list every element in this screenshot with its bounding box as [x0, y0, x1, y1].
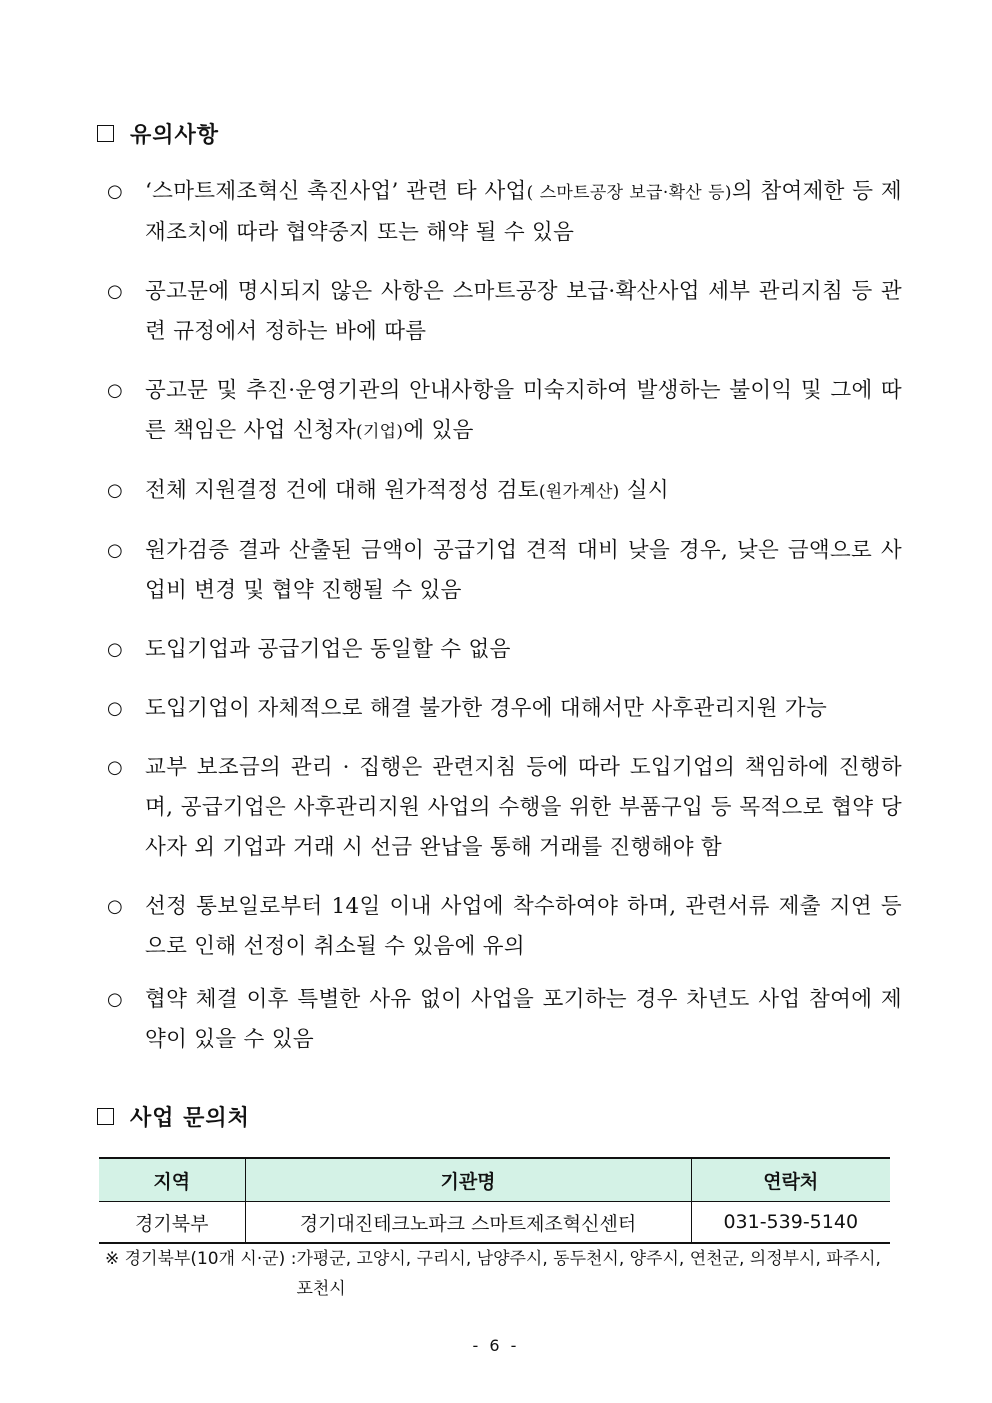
bullet-circle-icon: ○ [107, 480, 123, 501]
section-title: 유의사항 [130, 123, 220, 148]
bullet-circle-icon: ○ [107, 540, 123, 561]
bullet-circle-icon: ○ [107, 989, 123, 1010]
list-item [107, 980, 902, 1060]
list-item-text: 공고문 및 추진·운영기관의 안내사항을 미숙지하여 발생하는 불이익 및 그에 따른 책임은 사업 신청자(기업)에 있음 [145, 378, 902, 443]
list-item-text: 전체 지원결정 건에 대해 원가적정성 검토(원가계산) 실시 [145, 478, 669, 503]
list-item [107, 531, 902, 611]
footnote [105, 1244, 900, 1304]
list-item-text: 협약 체결 이후 특별한 사유 없이 사업을 포기하는 경우 차년도 사업 참여에 제약이 있을 수 있음 [145, 987, 902, 1052]
list-item-text: 교부 보조금의 관리 · 집행은 관련지침 등에 따라 도입기업의 책임하에 진행하며, 공급기업은 사후관리지원 사업의 수행을 위한 부품구입 등 목적으로 협약 당사자 외 기업과 거래 시 선금 완납을 통해 거래를 진행해야 함 [145, 755, 902, 860]
list-item-text: 원가검증 결과 산출된 금액이 공급기업 견적 대비 낮을 경우, 낮은 금액으로 사업비 변경 및 협약 진행될 수 있음 [145, 538, 902, 603]
list-item-text: 선정 통보일로부터 14일 이내 사업에 착수하여야 하며, 관련서류 제출 지연 등으로 인해 선정이 취소될 수 있음에 유의 [145, 894, 902, 959]
list-item [107, 748, 902, 868]
list-item-text: ‘스마트제조혁신 촉진사업’ 관련 타 사업( 스마트공장 보급·확산 등)의 참여제한 등 제재조치에 따라 협약중지 또는 해약 될 수 있음 [145, 179, 902, 245]
bullet-circle-icon: ○ [107, 380, 123, 401]
list-item-text: 공고문에 명시되지 않은 사항은 스마트공장 보급·확산사업 세부 관리지침 등 관련 규정에서 정하는 바에 따름 [145, 279, 902, 344]
column-header-organization: 기관명 [245, 1158, 691, 1202]
list-item-text: 도입기업과 공급기업은 동일할 수 없음 [145, 637, 511, 662]
list-item [107, 630, 902, 670]
section-heading-contact [97, 1101, 250, 1132]
list-item-text: 도입기업이 자체적으로 해결 불가한 경우에 대해서만 사후관리지원 가능 [145, 696, 828, 721]
contact-table [99, 1157, 890, 1244]
list-item [107, 471, 902, 512]
bullet-circle-icon: ○ [107, 639, 123, 660]
notes-list [107, 172, 902, 1060]
cell-phone: 031-539-5140 [691, 1202, 890, 1244]
checkbox-icon [97, 1108, 114, 1125]
footnote-text: 가평군, 고양시, 구리시, 남양주시, 동두천시, 양주시, 연천군, 의정부시, 파주시, 포천시 [296, 1249, 881, 1299]
footnote-label: ※ 경기북부(10개 시·군) : [105, 1249, 297, 1269]
list-item [107, 689, 902, 729]
section-heading-notes [97, 118, 219, 149]
bullet-circle-icon: ○ [107, 698, 123, 719]
list-item [107, 172, 902, 253]
list-item [107, 371, 902, 452]
column-header-contact: 연락처 [691, 1158, 890, 1202]
bullet-circle-icon: ○ [107, 281, 123, 302]
bullet-circle-icon: ○ [107, 757, 123, 778]
list-item [107, 887, 902, 967]
bullet-circle-icon: ○ [107, 181, 123, 202]
table-row [99, 1202, 890, 1244]
page-number: - 6 - [472, 1336, 520, 1355]
list-item [107, 272, 902, 352]
bullet-circle-icon: ○ [107, 896, 123, 917]
column-header-region: 지역 [99, 1158, 245, 1202]
table-header-row [99, 1158, 890, 1202]
cell-region: 경기북부 [99, 1202, 245, 1244]
section-title: 사업 문의처 [130, 1106, 250, 1131]
checkbox-icon [97, 125, 114, 142]
cell-organization: 경기대진테크노파크 스마트제조혁신센터 [245, 1202, 691, 1244]
